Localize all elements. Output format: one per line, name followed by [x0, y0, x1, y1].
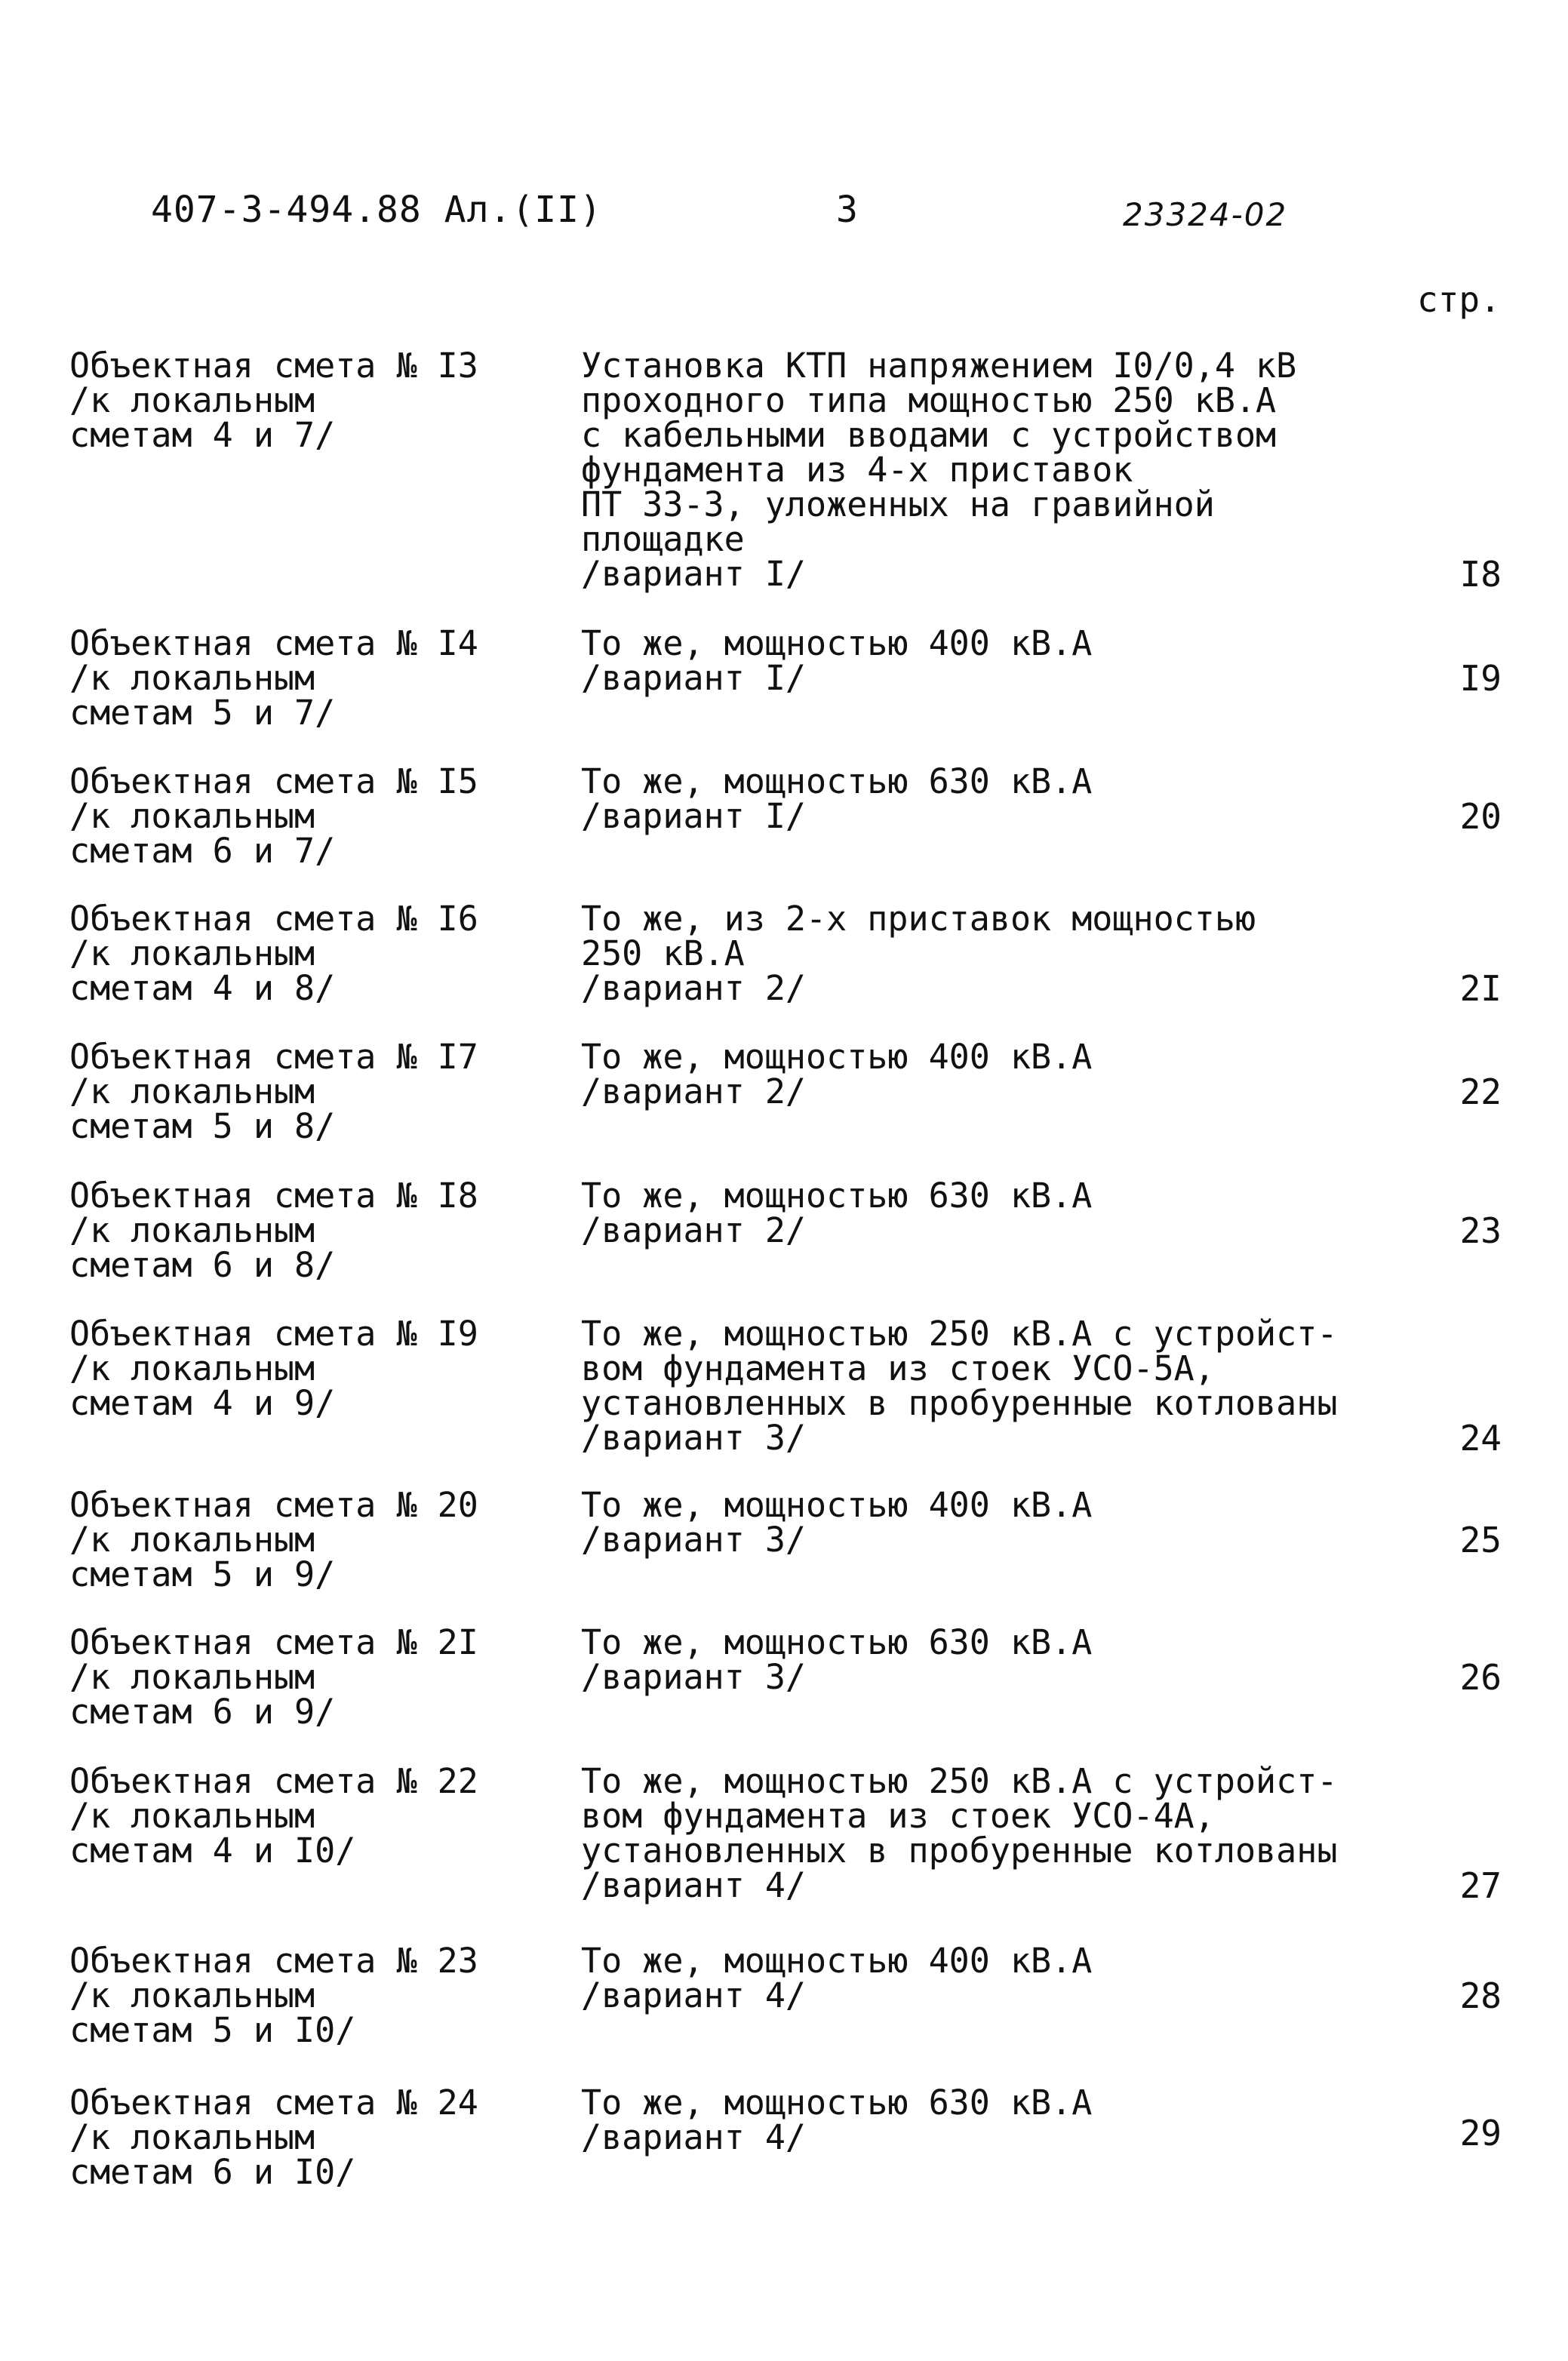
estimate-description: То же, мощностью 400 кВ.А /вариант 4/ — [581, 1941, 1093, 2015]
estimate-description: То же, мощностью 400 кВ.А /вариант I/ — [581, 623, 1093, 698]
document-number: 407-3-494.88 Ал.(II) — [151, 189, 602, 231]
estimate-page: I9 — [1459, 658, 1502, 699]
estimate-title: Объектная смета № I4 /к локальным сметам 5 и 7/ — [69, 623, 478, 733]
estimate-title: Объектная смета № 20 /к локальным сметам 5 и 9/ — [69, 1485, 478, 1594]
estimate-description: То же, мощностью 250 кВ.А с устройст- вом фундамента из стоек УСО-4А, установленных в пробуренные котлованы /вариант 4/ — [581, 1761, 1338, 1905]
estimate-title: Объектная смета № I6 /к локальным сметам 4 и 8/ — [69, 899, 478, 1008]
estimate-title: Объектная смета № I8 /к локальным сметам 6 и 8/ — [69, 1176, 478, 1285]
estimate-description: То же, мощностью 630 кВ.А /вариант 4/ — [581, 2083, 1093, 2157]
estimate-title: Объектная смета № I3 /к локальным сметам 4 и 7/ — [69, 346, 478, 455]
estimate-description: То же, мощностью 400 кВ.А /вариант 2/ — [581, 1037, 1093, 1111]
estimate-page: 23 — [1459, 1210, 1502, 1251]
estimate-title: Объектная смета № I7 /к локальным сметам 5 и 8/ — [69, 1037, 478, 1146]
page-number: 3 — [836, 189, 858, 231]
handwritten-code: 23324-02 — [1123, 196, 1288, 233]
estimate-page: 26 — [1459, 1657, 1502, 1698]
estimate-page: 27 — [1459, 1865, 1502, 1906]
estimate-description: Установка КТП напряжением I0/0,4 кВ проходного типа мощностью 250 кВ.А с кабельными вводами с устройством фундамента из 4-х приставок ПТ 33-3, уложенных на гравийной площадке /вариант I/ — [581, 346, 1297, 594]
estimate-title: Объектная смета № I9 /к локальным сметам 4 и 9/ — [69, 1314, 478, 1423]
estimate-page: 29 — [1459, 2113, 1502, 2153]
estimate-description: То же, мощностью 250 кВ.А с устройст- вом фундамента из стоек УСО-5А, установленных в пробуренные котлованы /вариант 3/ — [581, 1314, 1338, 1458]
estimate-title: Объектная смета № I5 /к локальным сметам 6 и 7/ — [69, 761, 478, 871]
estimate-page: 25 — [1459, 1520, 1502, 1560]
estimate-page: 28 — [1459, 1975, 1502, 2016]
estimate-description: То же, мощностью 630 кВ.А /вариант 2/ — [581, 1176, 1093, 1250]
estimate-description: То же, мощностью 400 кВ.А /вариант 3/ — [581, 1485, 1093, 1560]
estimate-page: I8 — [1459, 554, 1502, 595]
estimate-title: Объектная смета № 23 /к локальным сметам 5 и I0/ — [69, 1941, 478, 2050]
page-column-label: стр. — [1417, 279, 1501, 320]
estimate-page: 22 — [1459, 1071, 1502, 1112]
estimate-description: То же, из 2-х приставок мощностью 250 кВ.А /вариант 2/ — [581, 899, 1256, 1008]
estimate-title: Объектная смета № 24 /к локальным сметам 6 и I0/ — [69, 2083, 478, 2192]
estimate-description: То же, мощностью 630 кВ.А /вариант I/ — [581, 761, 1093, 836]
estimate-page: 20 — [1459, 796, 1502, 837]
estimate-page: 24 — [1459, 1418, 1502, 1459]
estimate-description: То же, мощностью 630 кВ.А /вариант 3/ — [581, 1622, 1093, 1697]
estimate-title: Объектная смета № 22 /к локальным сметам 4 и I0/ — [69, 1761, 478, 1871]
estimate-title: Объектная смета № 2I /к локальным сметам 6 и 9/ — [69, 1622, 478, 1732]
estimate-page: 2I — [1459, 968, 1502, 1009]
